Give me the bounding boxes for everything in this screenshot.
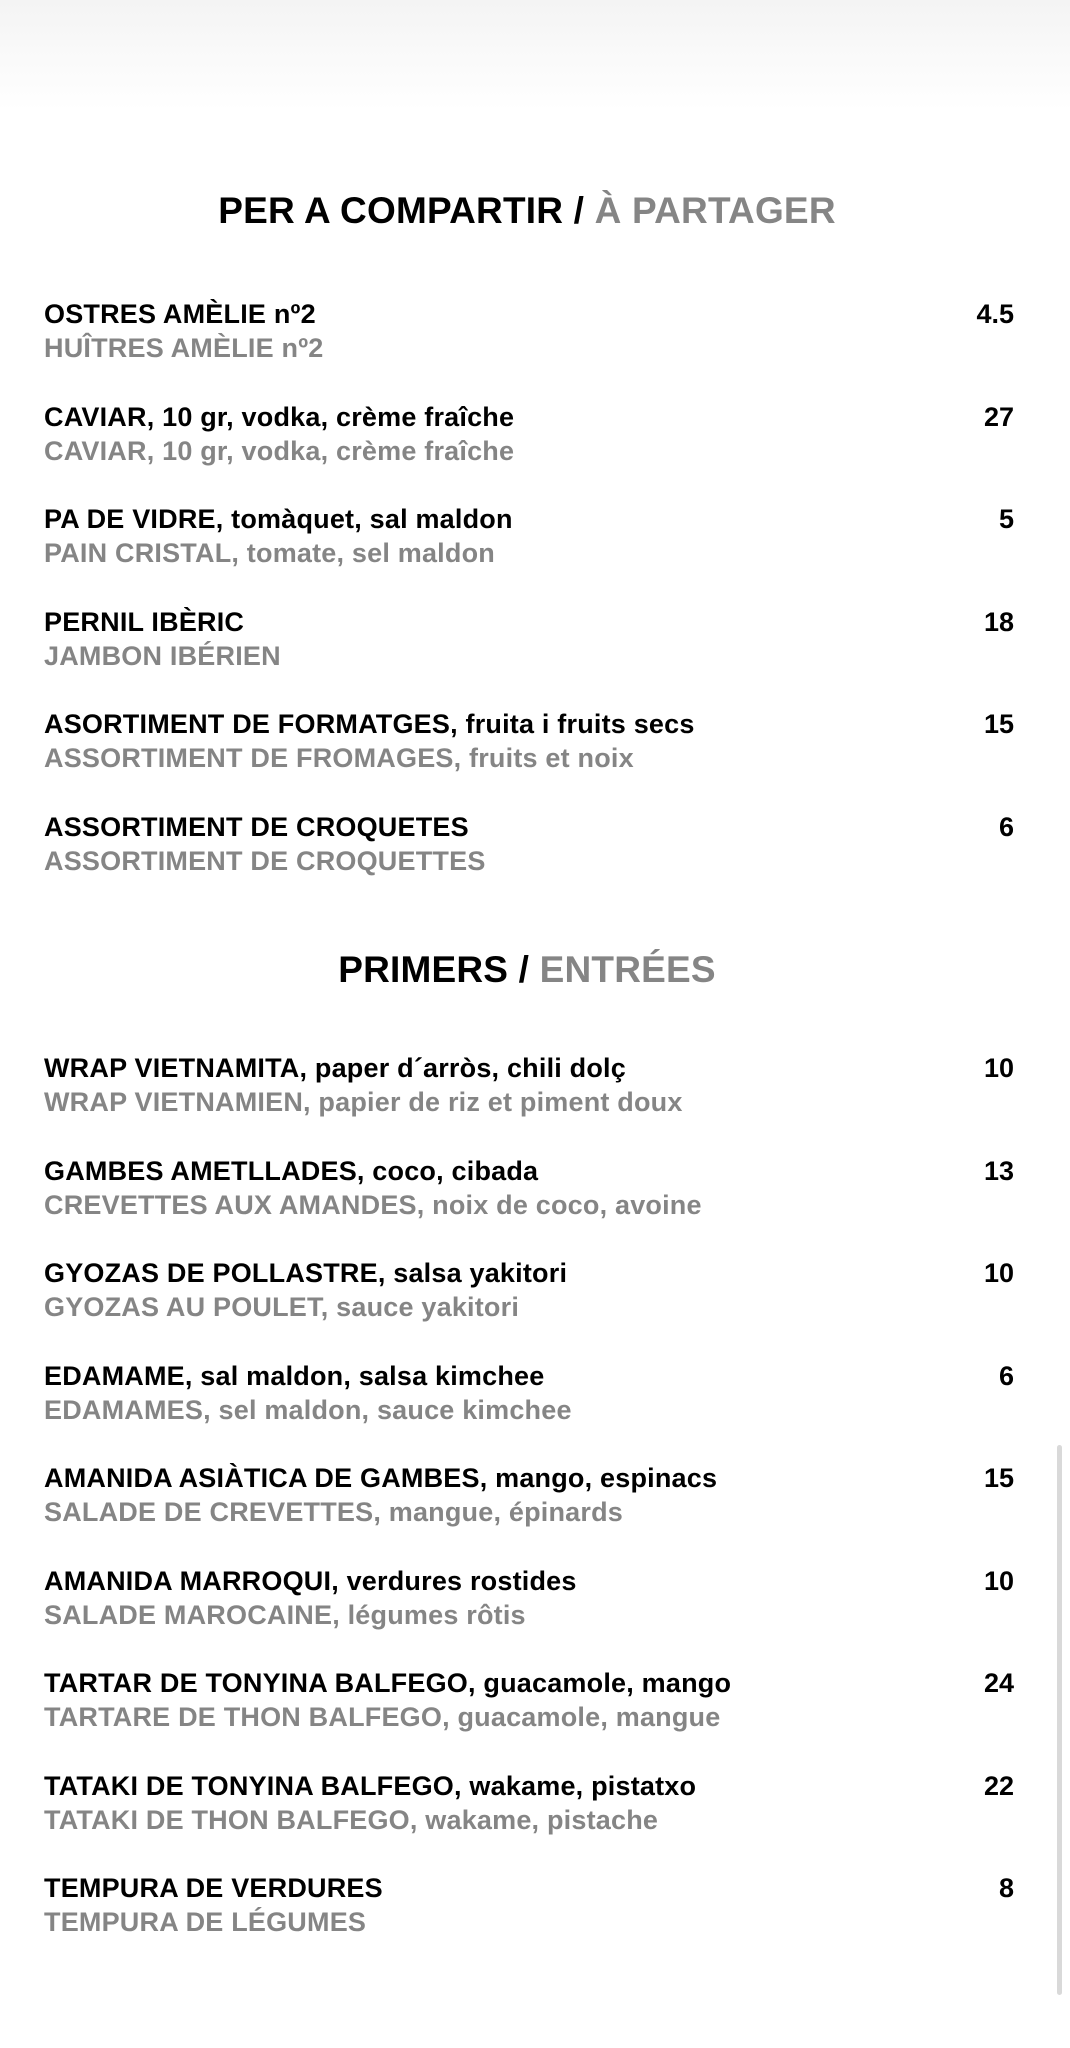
item-price: 13 [983, 1156, 1014, 1186]
menu-item [44, 502, 1014, 572]
section-title-alt: ENTRÉES [539, 949, 716, 990]
menu-item [44, 707, 1014, 777]
item-title-fr: TARTARE DE THON BALFEGO [44, 1702, 443, 1732]
item-desc-ca: , 10 gr, vodka, crème fraîche [146, 402, 515, 432]
item-name-fr [44, 639, 1014, 673]
item-title-fr: SALADE DE CREVETTES [44, 1497, 374, 1527]
item-name-fr [44, 1290, 1014, 1324]
item-title-fr: EDAMAMES [44, 1395, 204, 1425]
item-title-fr: JAMBON IBÉRIEN [44, 641, 281, 671]
menu-item [44, 1359, 1014, 1429]
item-title-ca: ASSORTIMENT DE CROQUETES [44, 812, 469, 842]
item-title-fr: PAIN CRISTAL [44, 538, 232, 568]
menu-item [44, 297, 1014, 367]
item-title-fr: GYOZAS AU POULET [44, 1292, 321, 1322]
item-desc-fr: , sauce yakitori [320, 1292, 520, 1322]
item-title-ca: EDAMAME [44, 1361, 185, 1391]
item-price: 8 [998, 1873, 1014, 1903]
item-name-ca [44, 1871, 1014, 1905]
item-title-fr: TEMPURA DE LÉGUMES [44, 1907, 367, 1937]
item-title-fr: ASSORTIMENT DE FROMAGES [44, 743, 454, 773]
item-name-ca [44, 297, 1014, 331]
item-name-ca [44, 1154, 1014, 1188]
item-price: 6 [998, 1361, 1014, 1391]
vertical-scrollbar[interactable] [1057, 1445, 1062, 1995]
item-title-ca: AMANIDA ASIÀTICA DE GAMBES [44, 1463, 480, 1493]
item-name-fr [44, 1700, 1014, 1734]
item-price: 10 [983, 1258, 1014, 1288]
item-name-ca [44, 502, 1014, 536]
item-name-fr [44, 1495, 1014, 1529]
item-price: 27 [983, 402, 1014, 432]
item-name-fr [44, 434, 1014, 468]
item-desc-fr: , fruits et noix [453, 743, 634, 773]
section-title-starters [0, 948, 1054, 992]
menu-item [44, 1871, 1014, 1941]
item-title-ca: TARTAR DE TONYINA BALFEGO [44, 1668, 468, 1698]
section-title-share [0, 189, 1054, 233]
item-name-ca [44, 1051, 1014, 1085]
item-desc-fr: , wakame, pistache [409, 1805, 659, 1835]
item-name-fr [44, 741, 1014, 775]
item-name-fr [44, 1905, 1014, 1939]
menu-item [44, 400, 1014, 470]
menu-item [44, 1461, 1014, 1531]
item-name-ca [44, 605, 1014, 639]
item-name-ca [44, 1256, 1014, 1290]
item-name-fr [44, 1803, 1014, 1837]
item-desc-ca: , tomàquet, sal maldon [215, 504, 513, 534]
item-title-fr: ASSORTIMENT DE CROQUETTES [44, 846, 486, 876]
item-title-fr: CREVETTES AUX AMANDES [44, 1190, 417, 1220]
item-desc-fr: , sel maldon, sauce kimchee [203, 1395, 572, 1425]
item-title-ca: OSTRES AMÈLIE nº2 [44, 299, 316, 329]
menu-item [44, 605, 1014, 675]
item-price: 15 [983, 1463, 1014, 1493]
menu-item [44, 1154, 1014, 1224]
menu-item [44, 1564, 1014, 1634]
item-desc-ca: , mango, espinacs [479, 1463, 718, 1493]
menu-item [44, 1666, 1014, 1736]
item-desc-fr: , 10 gr, vodka, crème fraîche [146, 436, 515, 466]
section-title-alt: À PARTAGER [594, 190, 836, 231]
item-name-fr [44, 1188, 1014, 1222]
menu-item [44, 1051, 1014, 1121]
item-title-fr: CAVIAR [44, 436, 147, 466]
item-price: 10 [983, 1566, 1014, 1596]
item-name-ca [44, 1564, 1014, 1598]
item-price: 5 [998, 504, 1014, 534]
menu-item [44, 810, 1014, 880]
menu-item [44, 1256, 1014, 1326]
item-name-ca [44, 810, 1014, 844]
top-fade [0, 0, 1070, 110]
item-name-fr [44, 1393, 1014, 1427]
item-desc-ca: , guacamole, mango [468, 1668, 732, 1698]
item-desc-ca: , coco, cibada [356, 1156, 539, 1186]
section-title-main: PRIMERS [338, 949, 509, 990]
item-name-fr [44, 536, 1014, 570]
item-name-ca [44, 1666, 1014, 1700]
item-name-fr [44, 844, 1014, 878]
item-title-ca: CAVIAR [44, 402, 147, 432]
item-title-ca: TATAKI DE TONYINA BALFEGO [44, 1771, 454, 1801]
item-desc-fr: , tomate, sel maldon [231, 538, 495, 568]
item-title-ca: GYOZAS DE POLLASTRE [44, 1258, 378, 1288]
item-desc-fr: , guacamole, mangue [442, 1702, 721, 1732]
item-desc-ca: , salsa yakitori [377, 1258, 568, 1288]
item-desc-ca: , sal maldon, salsa kimchee [184, 1361, 545, 1391]
item-name-fr [44, 1598, 1014, 1632]
item-desc-fr: , mangue, épinards [373, 1497, 624, 1527]
item-name-ca [44, 707, 1014, 741]
item-price: 24 [983, 1668, 1014, 1698]
item-desc-fr: , noix de coco, avoine [416, 1190, 702, 1220]
item-title-ca: GAMBES AMETLLADES [44, 1156, 357, 1186]
item-price: 18 [983, 607, 1014, 637]
item-price: 15 [983, 709, 1014, 739]
item-name-ca [44, 1461, 1014, 1495]
item-price: 22 [983, 1771, 1014, 1801]
item-name-ca [44, 1359, 1014, 1393]
menu-item [44, 1769, 1014, 1839]
item-title-fr: TATAKI DE THON BALFEGO [44, 1805, 410, 1835]
item-title-ca: WRAP VIETNAMITA [44, 1053, 300, 1083]
item-price: 6 [998, 812, 1014, 842]
item-title-ca: TEMPURA DE VERDURES [44, 1873, 383, 1903]
item-desc-ca: , fruita i fruits secs [450, 709, 695, 739]
item-title-fr: WRAP VIETNAMIEN [44, 1087, 304, 1117]
item-name-fr [44, 1085, 1014, 1119]
item-desc-ca: , wakame, pistatxo [454, 1771, 697, 1801]
item-price: 4.5 [976, 299, 1014, 329]
item-name-fr [44, 331, 1014, 365]
item-desc-ca: , verdures rostides [331, 1566, 577, 1596]
section-title-main: PER A COMPARTIR [218, 190, 564, 231]
item-title-ca: PERNIL IBÈRIC [44, 607, 245, 637]
item-title-ca: AMANIDA MARROQUI [44, 1566, 332, 1596]
item-title-ca: ASORTIMENT DE FORMATGES [44, 709, 451, 739]
item-desc-ca: , paper d´arròs, chili dolç [299, 1053, 626, 1083]
item-title-fr: HUÎTRES AMÈLIE nº2 [44, 333, 324, 363]
item-desc-fr: , papier de riz et piment doux [303, 1087, 683, 1117]
item-title-fr: SALADE MAROCAINE [44, 1600, 333, 1630]
item-name-ca [44, 1769, 1014, 1803]
item-desc-fr: , légumes rôtis [332, 1600, 526, 1630]
section-title-separator: / [563, 190, 595, 231]
item-title-ca: PA DE VIDRE [44, 504, 216, 534]
item-price: 10 [983, 1053, 1014, 1083]
item-name-ca [44, 400, 1014, 434]
section-title-separator: / [508, 949, 540, 990]
